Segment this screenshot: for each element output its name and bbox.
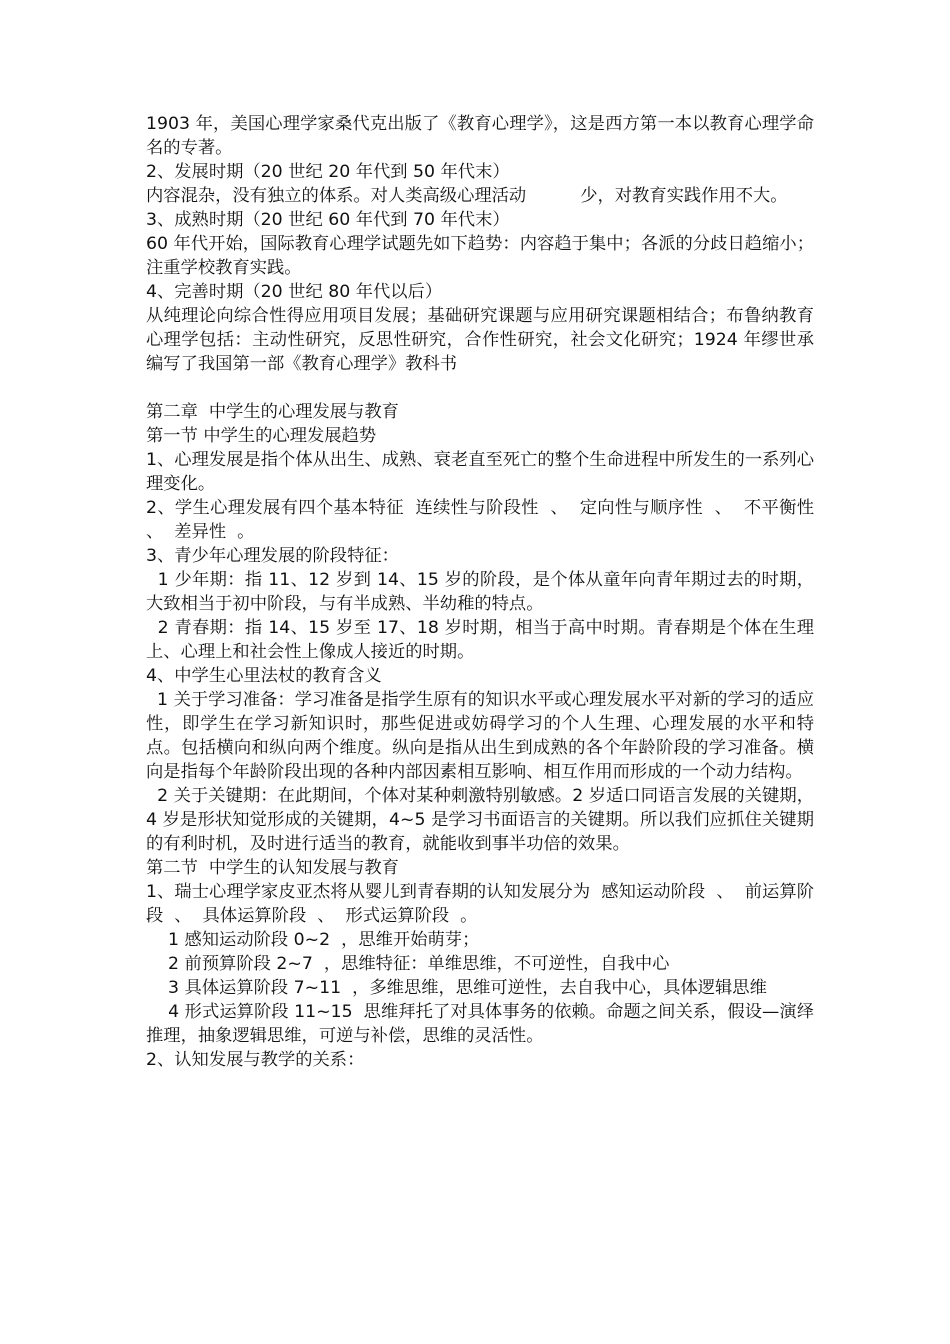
text-part-b: 少，对教育实践作用不大。 bbox=[580, 186, 788, 206]
paragraph-critical-period: 2 关于关键期：在此期间，个体对某种刺激特别敏感。2 岁适口同语言发展的关键期，4 岁是形状知觉形成的关键期，4~5 是学习书面语言的关键期。所以我们应抓住关键期的有利时机，及时进行适当的教育，就能收到事半功倍的效果。 bbox=[146, 786, 814, 854]
paragraph-60s: 60 年代开始，国际教育心理学试题先如下趋势：内容趋于集中；各派的分歧日趋缩小；注重学校教育实践。 bbox=[146, 234, 814, 278]
paragraph-theory: 从纯理论向综合性得应用项目发展；基础研究课题与应用研究课题相结合；布鲁纳教育心理学包括：主动性研究，反思性研究，合作性研究，社会文化研究；1924 年缪世承编写了我国第一部《教育心理学》教科书 bbox=[146, 306, 814, 374]
paragraph-readiness: 1 关于学习准备：学习准备是指学生原有的知识水平或心理发展水平对新的学习的适应性，即学生在学习新知识时，那些促进或妨碍学习的个人生理、心理发展的水平和特点。包括横向和纵向两个维度。纵向是指从出生到成熟的各个年龄阶段的学习准备。横向是指每个年龄阶段出现的各种内部因素相互影响、相互作用而形成的一个动力结构。 bbox=[146, 690, 814, 782]
blank-line bbox=[146, 376, 814, 400]
paragraph-psych-dev: 1、心理发展是指个体从出生、成熟、衰老直至死亡的整个生命进程中所发生的一系列心理变化。 bbox=[146, 450, 814, 494]
paragraph-development-content bbox=[146, 184, 814, 208]
stage-formal: 4 形式运算阶段 11~15 思维拜托了对具体事务的依赖。命题之间关系，假设—演绎推理，抽象逻辑思维，可逆与补偿，思维的灵活性。 bbox=[146, 1002, 814, 1046]
paragraph-cognition-teaching: 2、认知发展与教学的关系： bbox=[146, 1050, 365, 1070]
paragraph-adolescence: 2 青春期：指 14、15 岁至 17、18 岁时期，相当于高中时期。青春期是个体在生理上、心理上和社会性上像成人接近的时期。 bbox=[146, 618, 815, 662]
heading-perfect-period: 4、完善时期（20 世纪 80 年代以后） bbox=[146, 282, 443, 302]
section-title-2: 第二节 中学生的认知发展与教育 bbox=[146, 858, 399, 878]
section-title-1: 第一节 中学生的心理发展趋势 bbox=[146, 426, 377, 446]
paragraph-stage-features: 3、青少年心理发展的阶段特征： bbox=[146, 546, 399, 566]
paragraph-piaget: 1、瑞士心理学家皮亚杰将从婴儿到青春期的认知发展分为 感知运动阶段 、 前运算阶段 、 具体运算阶段 、 形式运算阶段 。 bbox=[146, 882, 814, 926]
stage-sensorimotor: 1 感知运动阶段 0~2 ，思维开始萌芽； bbox=[146, 930, 480, 950]
paragraph-1903: 1903 年，美国心理学家桑代克出版了《教育心理学》，这是西方第一本以教育心理学命名的专著。 bbox=[146, 114, 814, 158]
paragraph-four-features: 2、学生心理发展有四个基本特征 连续性与阶段性 、 定向性与顺序性 、 不平衡性 、 差异性 。 bbox=[146, 498, 825, 542]
paragraph-edu-meaning: 4、中学生心里法杖的教育含义 bbox=[146, 666, 382, 686]
text-part-a: 内容混杂，没有独立的体系。对人类高级心理活动 bbox=[146, 186, 527, 206]
heading-mature-period: 3、成熟时期（20 世纪 60 年代到 70 年代末） bbox=[146, 210, 510, 230]
paragraph-juvenile: 1 少年期：指 11、12 岁到 14、15 岁的阶段，是个体从童年向青年期过去的时期，大致相当于初中阶段，与有半成熟、半幼稚的特点。 bbox=[146, 570, 815, 614]
stage-preoperational: 2 前预算阶段 2~7 ，思维特征：单维思维，不可逆性，自我中心 bbox=[146, 954, 670, 974]
chapter-title: 第二章 中学生的心理发展与教育 bbox=[146, 402, 399, 422]
document-page bbox=[146, 112, 825, 1072]
stage-concrete: 3 具体运算阶段 7~11 ，多维思维，思维可逆性，去自我中心，具体逻辑思维 bbox=[146, 978, 767, 998]
heading-development-period: 2、发展时期（20 世纪 20 年代到 50 年代末） bbox=[146, 162, 510, 182]
